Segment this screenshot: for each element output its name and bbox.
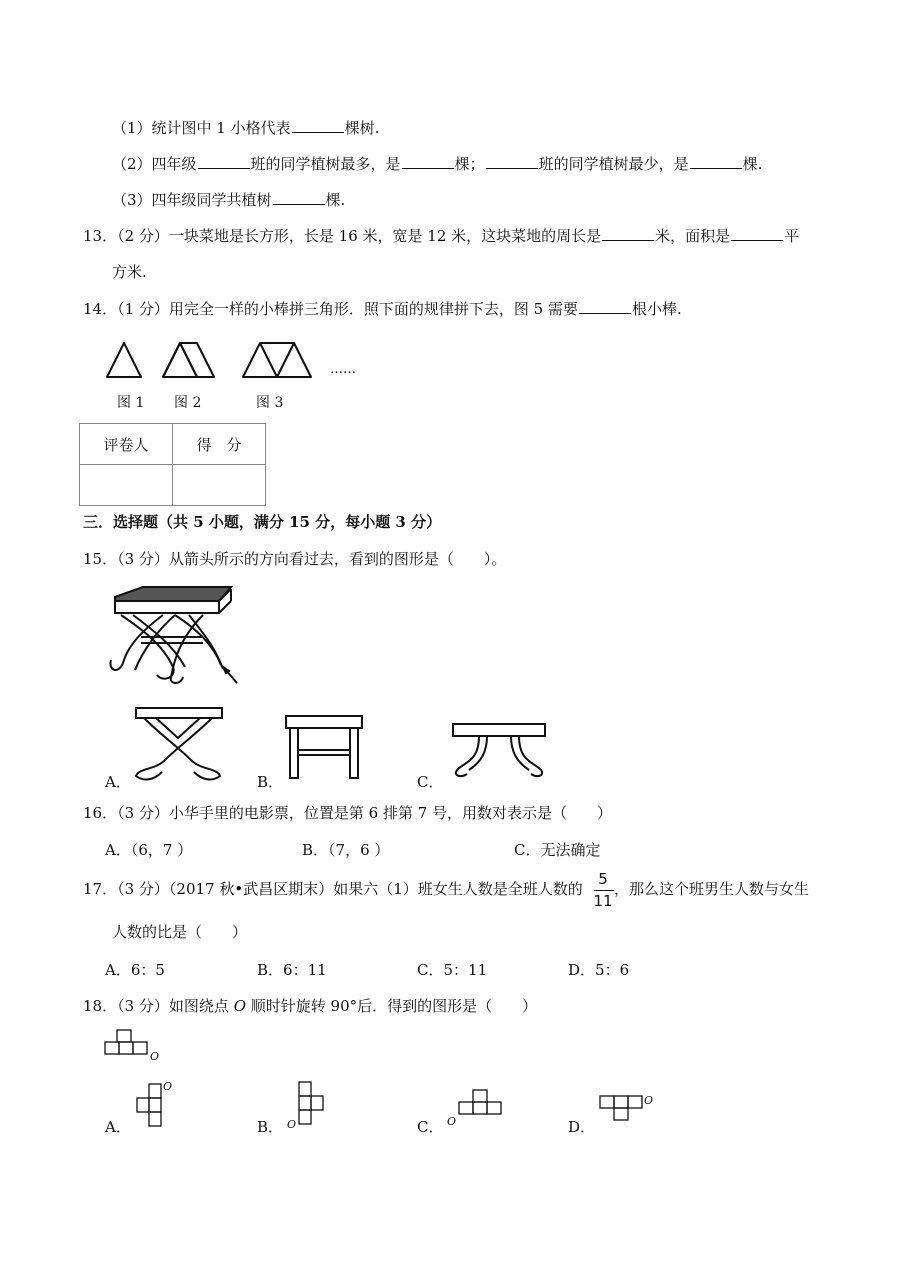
q18-option-c[interactable]: C． bbox=[417, 1118, 444, 1136]
option-b-rotation-figure bbox=[285, 1080, 330, 1130]
grader-cell[interactable] bbox=[80, 465, 173, 506]
q12-sub3-text: （3）四年级同学共植树 bbox=[112, 191, 272, 209]
q17-text-a: 17．（3 分）（2017 秋•武昌区期末）如果六（1）班女生人数是全班人数的 bbox=[83, 880, 583, 898]
answer-blank[interactable] bbox=[579, 299, 631, 314]
figure-label-3: 图 3 bbox=[256, 395, 284, 411]
q15-text: 15．（3 分）从箭头所示的方向看过去，看到的图形是（ ）。 bbox=[83, 550, 507, 568]
answer-blank[interactable] bbox=[292, 118, 344, 133]
q12-sub2-part: 班的同学植树最少，是 bbox=[538, 155, 689, 173]
q12-sub1 bbox=[112, 118, 379, 138]
q17-option-b[interactable]: B．6：11 bbox=[257, 961, 327, 979]
answer-blank[interactable] bbox=[690, 154, 742, 169]
section-title: 三．选择题（共 5 小题，满分 15 分，每小题 3 分） bbox=[83, 513, 442, 531]
q14-text: 14．（1 分）用完全一样的小棒拼三角形．照下面的规律拼下去，图 5 需要 bbox=[83, 300, 578, 318]
option-c-rotation-figure bbox=[445, 1088, 505, 1128]
q13-text: 13．（2 分）一块菜地是长方形，长是 16 米，宽是 12 米，这块菜地的周长是 bbox=[83, 227, 602, 245]
q12-sub3 bbox=[112, 190, 345, 210]
q13-part: 方米. bbox=[112, 263, 147, 281]
answer-blank[interactable] bbox=[198, 154, 250, 169]
q16-option-c[interactable]: C．无法确定 bbox=[514, 841, 601, 859]
q12-sub2-text: （2）四年级 bbox=[112, 155, 197, 173]
figure-label-1: 图 1 bbox=[117, 395, 145, 411]
stool-figure bbox=[103, 585, 243, 690]
point-o: O bbox=[150, 1050, 160, 1062]
answer-blank[interactable] bbox=[486, 154, 538, 169]
q12-sub2-part: 棵； bbox=[454, 155, 485, 173]
q12-sub2 bbox=[112, 154, 762, 174]
q17-option-c[interactable]: C．5：11 bbox=[417, 961, 488, 979]
q13-part: 米，面积是 bbox=[655, 227, 731, 245]
option-c-figure bbox=[449, 722, 549, 780]
score-header: 得 分 bbox=[173, 424, 266, 465]
q18-option-b[interactable]: B． bbox=[257, 1118, 284, 1136]
answer-blank[interactable] bbox=[402, 154, 454, 169]
q12-sub2-part: 棵. bbox=[742, 155, 763, 173]
q17-text-c: 人数的比是（ ） bbox=[112, 923, 248, 941]
q18-text: 18．（3 分）如图绕点 bbox=[83, 997, 229, 1015]
q17-option-d[interactable]: D．5：6 bbox=[568, 961, 630, 979]
figure-label-2: 图 2 bbox=[174, 395, 202, 411]
q18-text-b: 顺时针旋转 90°后．得到的图形是（ ） bbox=[250, 997, 538, 1015]
q18-option-d[interactable]: D． bbox=[568, 1118, 596, 1136]
fraction-denominator: 11 bbox=[593, 892, 613, 910]
point-o: O bbox=[644, 1094, 654, 1107]
q16-option-b[interactable]: B．（7，6 ） bbox=[302, 841, 390, 859]
q15-option-c[interactable]: C． bbox=[417, 773, 444, 791]
point-o: O bbox=[447, 1115, 457, 1128]
q14-tail: 根小棒. bbox=[631, 300, 682, 318]
q13-line2 bbox=[112, 262, 147, 282]
q16-option-a[interactable]: A．（6，7 ） bbox=[105, 841, 193, 859]
q13-line1 bbox=[83, 226, 799, 246]
grader-header: 评卷人 bbox=[80, 424, 173, 465]
q17-option-a[interactable]: A．6：5 bbox=[105, 961, 165, 979]
q15-option-b[interactable]: B． bbox=[257, 773, 284, 791]
answer-blank[interactable] bbox=[602, 226, 654, 241]
q15-option-a[interactable]: A． bbox=[105, 773, 131, 791]
fraction-bar bbox=[594, 890, 614, 891]
fraction-numerator: 5 bbox=[598, 870, 608, 888]
q17-text-b: ，那么这个班男生人数与女生 bbox=[614, 880, 810, 898]
q12-sub1-tail: 棵树. bbox=[344, 119, 380, 137]
q12-sub2-part: 班的同学植树最多，是 bbox=[250, 155, 401, 173]
point-o: O bbox=[287, 1118, 297, 1130]
point-o: O bbox=[163, 1080, 173, 1093]
option-a-figure bbox=[132, 706, 224, 781]
answer-blank[interactable] bbox=[731, 226, 783, 241]
q12-sub3-tail: 棵. bbox=[325, 191, 346, 209]
option-a-rotation-figure bbox=[133, 1078, 178, 1128]
rotation-original-figure bbox=[103, 1028, 163, 1062]
q16-text: 16．（3 分）小华手里的电影票，位置是第 6 排第 7 号，用数对表示是（ ） bbox=[83, 804, 613, 822]
point-o-label: O bbox=[233, 997, 246, 1015]
q18-option-a[interactable]: A． bbox=[105, 1118, 131, 1136]
option-d-rotation-figure bbox=[598, 1090, 660, 1128]
option-b-figure bbox=[284, 714, 364, 780]
figure-dots: …… bbox=[330, 362, 356, 377]
score-table bbox=[79, 423, 266, 506]
q13-part: 平 bbox=[784, 227, 800, 245]
score-cell[interactable] bbox=[173, 465, 266, 506]
q12-sub1-text: （1）统计图中 1 小格代表 bbox=[112, 119, 291, 137]
answer-blank[interactable] bbox=[273, 190, 325, 205]
q14-line bbox=[83, 299, 682, 319]
q18-line bbox=[83, 996, 537, 1016]
